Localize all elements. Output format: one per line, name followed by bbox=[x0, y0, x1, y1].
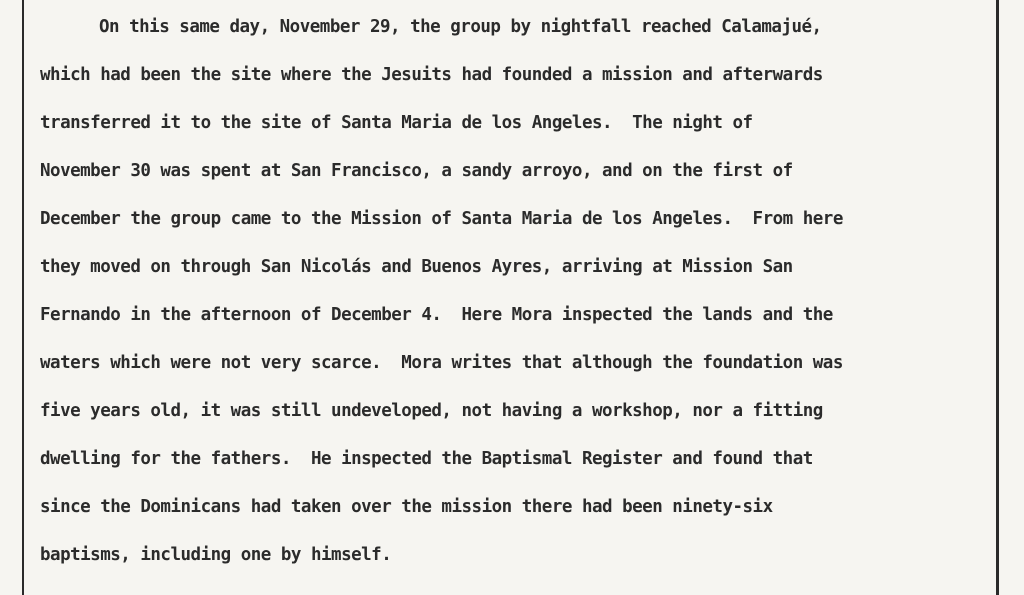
text-line-1: On this same day, November 29, the group by nightfall reached Calamajué, bbox=[99, 17, 822, 37]
text-line-9: five years old, it was still undeveloped, not having a workshop, nor a fitting bbox=[40, 401, 823, 421]
text-line-12: baptisms, including one by himself. bbox=[40, 545, 392, 565]
text-line-4: November 30 was spent at San Francisco, a sandy arroyo, and on the first of bbox=[40, 161, 793, 181]
text-line-6: they moved on through San Nicolás and Buenos Ayres, arriving at Mission San bbox=[40, 257, 793, 277]
page-left-border bbox=[22, 0, 24, 595]
text-line-7: Fernando in the afternoon of December 4. Here Mora inspected the lands and the bbox=[40, 305, 833, 325]
text-line-3: transferred it to the site of Santa Maria de los Angeles. The night of bbox=[40, 113, 753, 133]
page-right-border bbox=[996, 0, 999, 595]
text-line-11: since the Dominicans had taken over the mission there had been ninety-six bbox=[40, 497, 773, 517]
text-line-2: which had been the site where the Jesuits had founded a mission and afterwards bbox=[40, 65, 823, 85]
text-line-10: dwelling for the fathers. He inspected the Baptismal Register and found that bbox=[40, 449, 813, 469]
text-line-5: December the group came to the Mission of Santa Maria de los Angeles. From here bbox=[40, 209, 843, 229]
text-line-8: waters which were not very scarce. Mora writes that although the foundation was bbox=[40, 353, 843, 373]
